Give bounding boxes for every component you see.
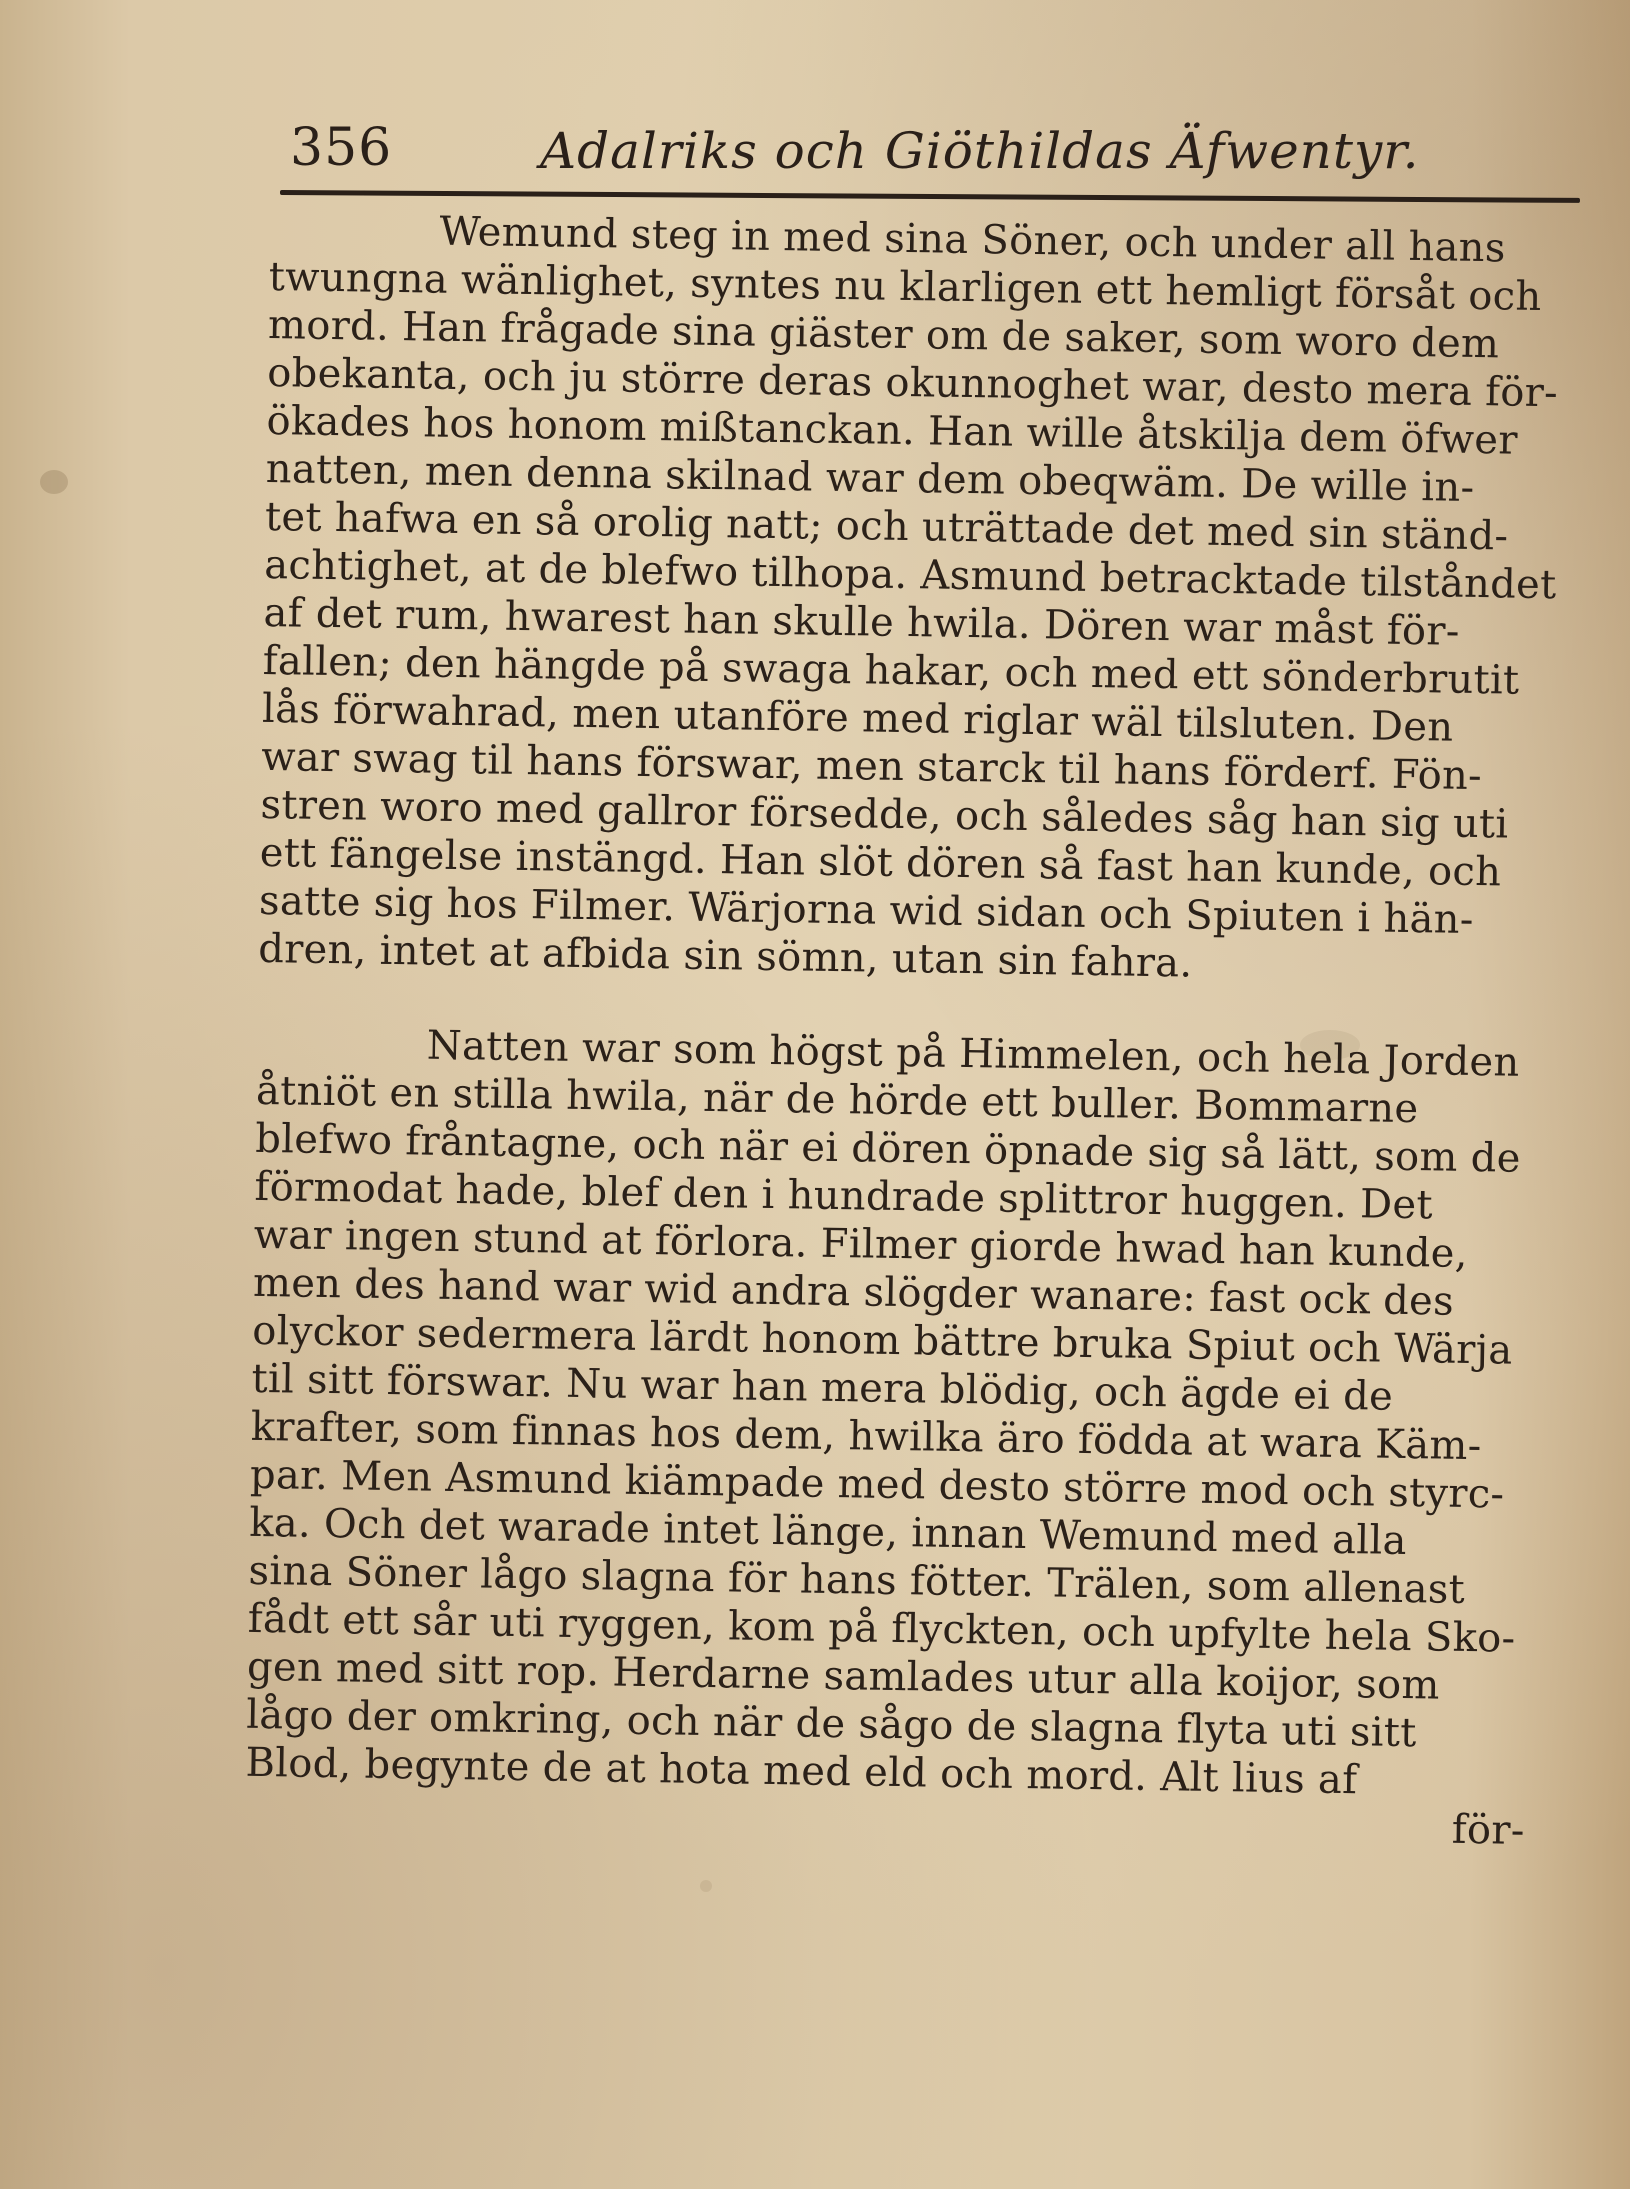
text-line: achtighet, at de blefwo tilhopa. Asmund betracktade tilståndet [263, 541, 1557, 609]
text-line: satte sig hos Filmer. Wärjorna wid sidan och Spiuten i hän- [258, 877, 1474, 943]
paper-stain [40, 470, 68, 494]
text-line: ka. Och det warade intet länge, innan Wemund med alla [248, 1499, 1408, 1565]
text-line: par. Men Asmund kiämpade med desto större mod och styrc- [249, 1451, 1505, 1518]
paragraph-1 [258, 205, 1590, 994]
text-line: gen med sitt rop. Herdarne samlades utur alla koijor, som [246, 1643, 1441, 1709]
text-line: ett fängelse instängd. Han slöt dören så fast han kunde, och [259, 829, 1502, 896]
text-line: lågo der omkring, och när de sågo de slagna flyta uti sitt [245, 1691, 1417, 1757]
text-line: fallen; den hängde på swaga hakar, och med ett sönderbrutit [262, 637, 1520, 704]
text-line: tet hafwa en så orolig natt; och uträttade det med sin ständ- [264, 493, 1509, 560]
text-line: men des hand war wid andra slögder wanare: fast ock des [252, 1259, 1455, 1325]
text-line: natten, men denna skilnad war dem obeqwäm. De wille in- [265, 445, 1475, 511]
paper-stain [700, 1880, 712, 1892]
paragraph-2 [245, 1019, 1577, 1808]
text-line: krafter, som finnas hos dem, hwilka äro födda at wara Käm- [250, 1403, 1482, 1470]
text-line: af det rum, hwarest han skulle hwila. Dören war måst för- [263, 589, 1460, 655]
text-line: mord. Han frågade sina giäster om de saker, som woro dem [267, 301, 1500, 368]
text-line: lås förwahrad, men utanföre med riglar wäl tilsluten. Den [261, 685, 1454, 751]
catchword: för- [1451, 1806, 1525, 1854]
page-number: 356 [290, 118, 393, 178]
text-line: sina Söner lågo slagna för hans fötter. Trälen, som allenast [248, 1547, 1466, 1613]
text-line: ökades hos honom mißtanckan. Han wille åtskilja dem öfwer [266, 397, 1519, 464]
text-line: dren, intet at afbida sin sömn, utan sin fahra. [257, 925, 1193, 987]
text-line: war ingen stund at förlora. Filmer giorde hwad han kunde, [253, 1211, 1469, 1277]
body-text [244, 205, 1589, 1856]
text-line: blefwo fråntagne, och när ei dören öpnade sig så lätt, som de [254, 1115, 1521, 1182]
page-header [290, 118, 1590, 188]
text-line: war swag til hans förswar, men starck til hans förderf. Fön- [260, 733, 1483, 800]
text-line: stren woro med gallror försedde, och således såg han sig uti [260, 781, 1509, 848]
text-line: Natten war som högst på Himmelen, och hela Jorden [426, 1022, 1520, 1086]
running-title: Adalriks och Giöthildas Äfwentyr. [540, 122, 1420, 180]
header-rule [280, 190, 1580, 203]
text-line: til sitt förswar. Nu war han mera blödig, och ägde ei de [251, 1355, 1394, 1420]
text-line: Blod, begynte de at hota med eld och mord. Alt lius af [245, 1739, 1358, 1804]
text-line: obekanta, och ju större deras okunnoghet war, desto mera för- [266, 349, 1559, 417]
text-line: twungna wänlighet, syntes nu klarligen ett hemligt försåt och [268, 253, 1542, 320]
text-line: fådt ett sår uti ryggen, kom på flyckten, och upfylte hela Sko- [247, 1595, 1516, 1662]
text-line: Wemund steg in med sina Söner, och under all hans [439, 208, 1506, 272]
text-line: åtniöt en stilla hwila, när de hörde ett buller. Bommarne [255, 1067, 1419, 1133]
text-line: olyckor sedermera lärdt honom bättre bruka Spiut och Wärja [251, 1307, 1513, 1374]
text-line: förmodat hade, blef den i hundrade splittror huggen. Det [254, 1163, 1434, 1229]
